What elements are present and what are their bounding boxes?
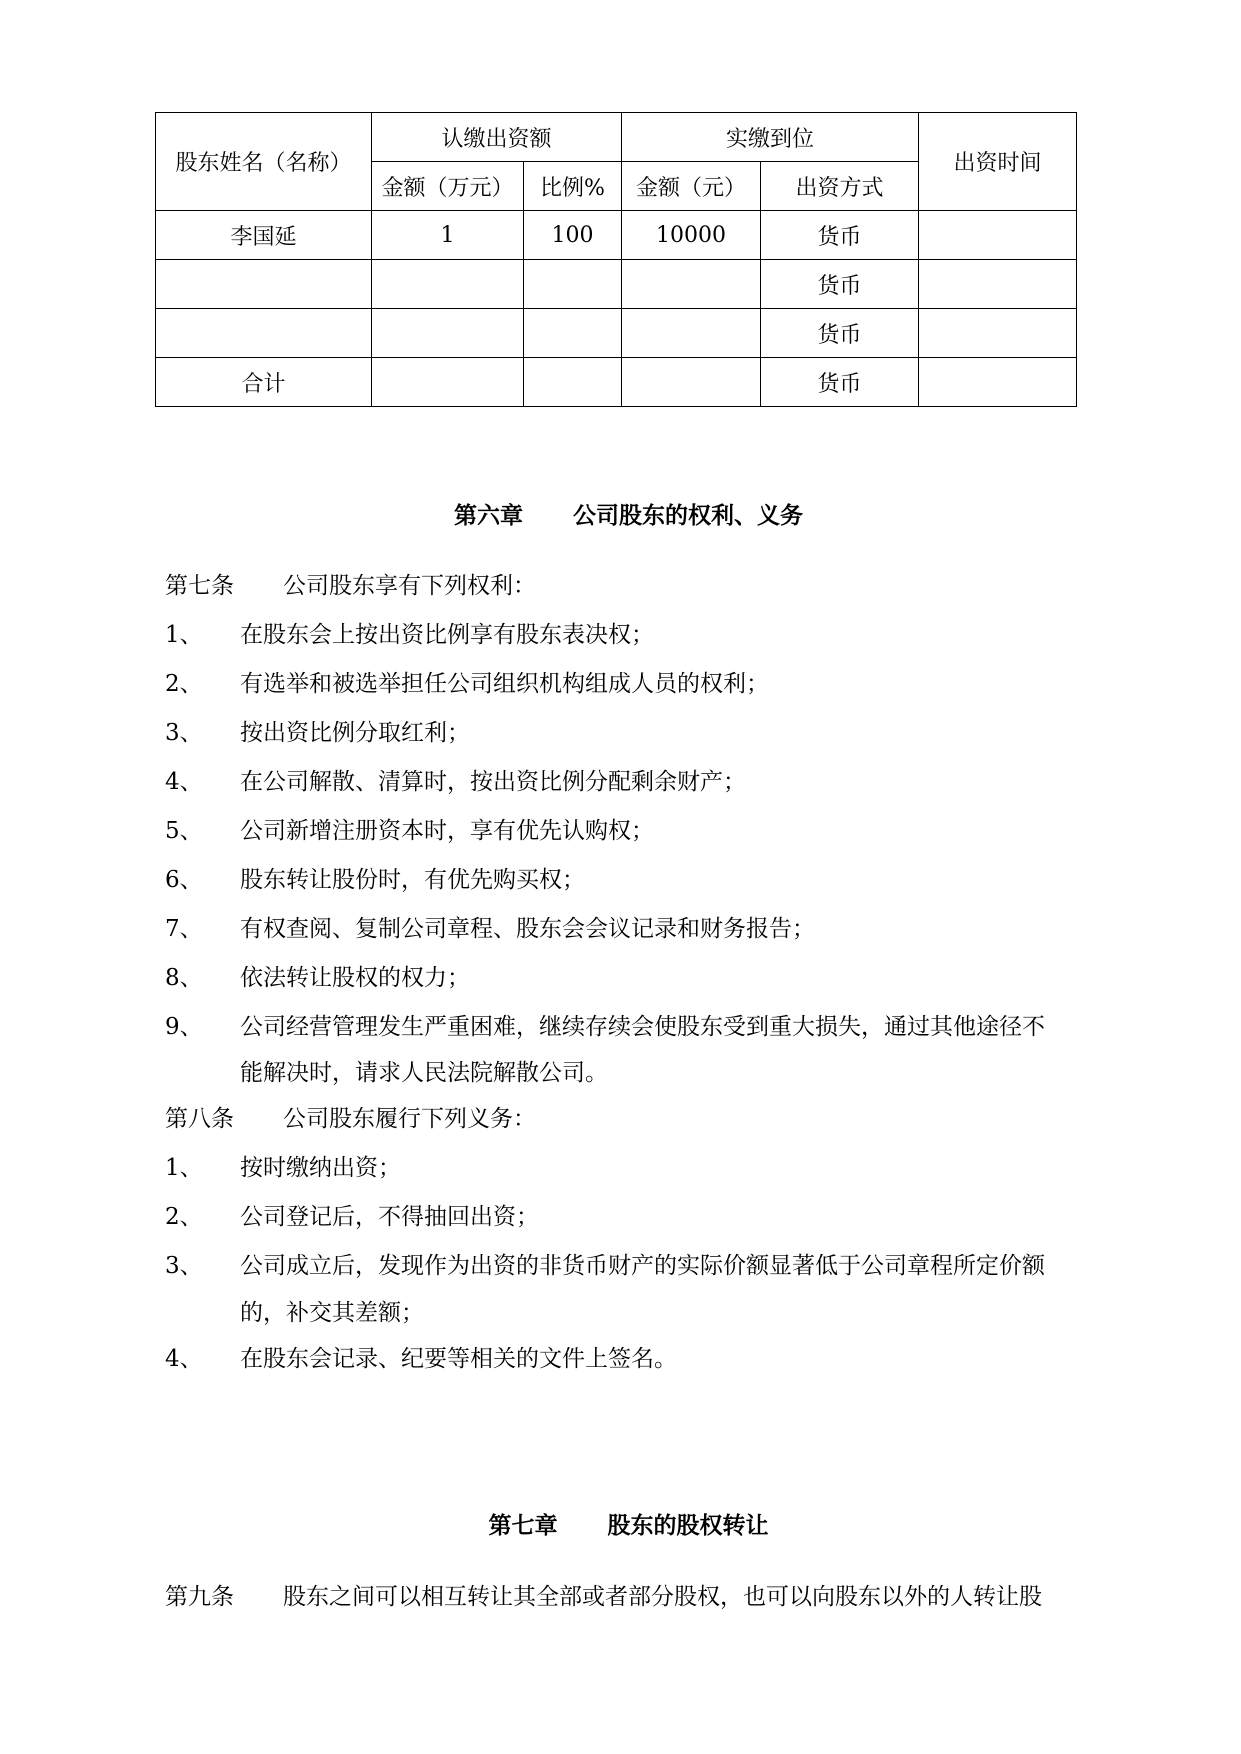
list-item	[165, 1152, 401, 1184]
chapter-7-heading	[0, 1480, 1241, 1540]
cell-method: 货币	[761, 309, 919, 358]
item-number: 3、	[165, 720, 203, 746]
header-method: 出资方式	[761, 162, 919, 211]
cell-amount-yuan	[622, 358, 761, 407]
cell-method: 货币	[761, 358, 919, 407]
header-subscribed-capital: 认缴出资额	[372, 113, 622, 162]
header-paid-in: 实缴到位	[622, 113, 919, 162]
chapter-number: 第六章	[454, 502, 523, 529]
list-item	[165, 913, 815, 945]
list-item	[165, 717, 470, 749]
item-text: 有选举和被选举担任公司组织机构组成人员的权利；	[240, 671, 769, 697]
list-item	[165, 864, 585, 896]
cell-ratio	[524, 309, 622, 358]
item-number: 9、	[165, 1014, 203, 1040]
cell-ratio	[524, 358, 622, 407]
list-item	[165, 815, 654, 847]
cell-amount-wan	[372, 260, 524, 309]
article-label: 第九条	[165, 1584, 234, 1610]
table-row-total	[156, 358, 1077, 407]
item-number: 3、	[165, 1253, 203, 1279]
chapter-title: 公司股东的权利、义务	[573, 502, 803, 529]
article-7-heading	[165, 570, 536, 602]
cell-method: 货币	[761, 211, 919, 260]
list-item	[165, 1343, 677, 1375]
cell-amount-wan	[372, 358, 524, 407]
list-item-continuation: 能解决时，请求人民法院解散公司。	[240, 1060, 608, 1086]
cell-amount-yuan	[622, 309, 761, 358]
item-number: 2、	[165, 671, 203, 697]
header-contribution-time: 出资时间	[919, 113, 1077, 211]
chapter-title: 股东的股权转让	[607, 1512, 769, 1539]
shareholder-contribution-table-wrap	[155, 112, 1076, 407]
article-text: 股东之间可以相互转让其全部或者部分股权，也可以向股东以外的人转让股	[283, 1584, 1042, 1610]
cell-method: 货币	[761, 260, 919, 309]
header-amount-wan: 金额（万元）	[372, 162, 524, 211]
list-item	[165, 1011, 1045, 1043]
item-number: 6、	[165, 867, 203, 893]
article-label: 第八条	[165, 1106, 234, 1132]
list-item	[165, 962, 470, 994]
item-text: 在股东会记录、纪要等相关的文件上签名。	[240, 1346, 677, 1372]
article-intro: 公司股东履行下列义务：	[283, 1106, 536, 1132]
list-item	[165, 668, 769, 700]
item-number: 5、	[165, 818, 203, 844]
item-text: 依法转让股权的权力；	[240, 965, 470, 991]
item-number: 8、	[165, 965, 203, 991]
item-number: 4、	[165, 769, 203, 795]
cell-name: 李国延	[156, 211, 372, 260]
item-number: 2、	[165, 1204, 203, 1230]
item-text: 股东转让股份时，有优先购买权；	[240, 867, 585, 893]
cell-time	[919, 260, 1077, 309]
cell-amount-yuan	[622, 260, 761, 309]
item-number: 1、	[165, 622, 203, 648]
cell-name	[156, 309, 372, 358]
item-number: 1、	[165, 1155, 203, 1181]
item-text: 按时缴纳出资；	[240, 1155, 401, 1181]
item-text: 在公司解散、清算时，按出资比例分配剩余财产；	[240, 769, 746, 795]
list-item	[165, 766, 746, 798]
list-item	[165, 1201, 539, 1233]
cell-time	[919, 309, 1077, 358]
header-shareholder-name: 股东姓名（名称）	[156, 113, 372, 211]
article-label: 第七条	[165, 573, 234, 599]
list-item	[165, 1250, 1045, 1282]
item-text: 公司新增注册资本时，享有优先认购权；	[240, 818, 654, 844]
cell-name: 合计	[156, 358, 372, 407]
cell-name	[156, 260, 372, 309]
table-header-row	[156, 113, 1077, 162]
article-intro: 公司股东享有下列权利：	[283, 573, 536, 599]
cell-amount-wan	[372, 309, 524, 358]
article-9-paragraph	[165, 1581, 1042, 1613]
article-8-heading	[165, 1103, 536, 1135]
header-ratio: 比例%	[524, 162, 622, 211]
item-text: 公司成立后，发现作为出资的非货币财产的实际价额显著低于公司章程所定价额	[240, 1253, 1045, 1279]
item-number: 4、	[165, 1346, 203, 1372]
cell-amount-yuan: 10000	[622, 211, 761, 260]
cell-time	[919, 211, 1077, 260]
cell-time	[919, 358, 1077, 407]
cell-amount-wan: 1	[372, 211, 524, 260]
cell-ratio: 100	[524, 211, 622, 260]
item-text: 在股东会上按出资比例享有股东表决权；	[240, 622, 654, 648]
list-item	[165, 619, 654, 651]
chapter-6-heading	[0, 470, 1241, 530]
shareholder-contribution-table	[155, 112, 1077, 407]
item-text: 公司登记后，不得抽回出资；	[240, 1204, 539, 1230]
item-text: 按出资比例分取红利；	[240, 720, 470, 746]
header-amount-yuan: 金额（元）	[622, 162, 761, 211]
list-item-continuation: 的，补交其差额；	[240, 1300, 424, 1326]
cell-ratio	[524, 260, 622, 309]
item-text: 有权查阅、复制公司章程、股东会会议记录和财务报告；	[240, 916, 815, 942]
chapter-number: 第七章	[488, 1512, 558, 1539]
table-row	[156, 309, 1077, 358]
table-row	[156, 260, 1077, 309]
table-row	[156, 211, 1077, 260]
item-number: 7、	[165, 916, 203, 942]
item-text: 公司经营管理发生严重困难，继续存续会使股东受到重大损失，通过其他途径不	[240, 1014, 1045, 1040]
